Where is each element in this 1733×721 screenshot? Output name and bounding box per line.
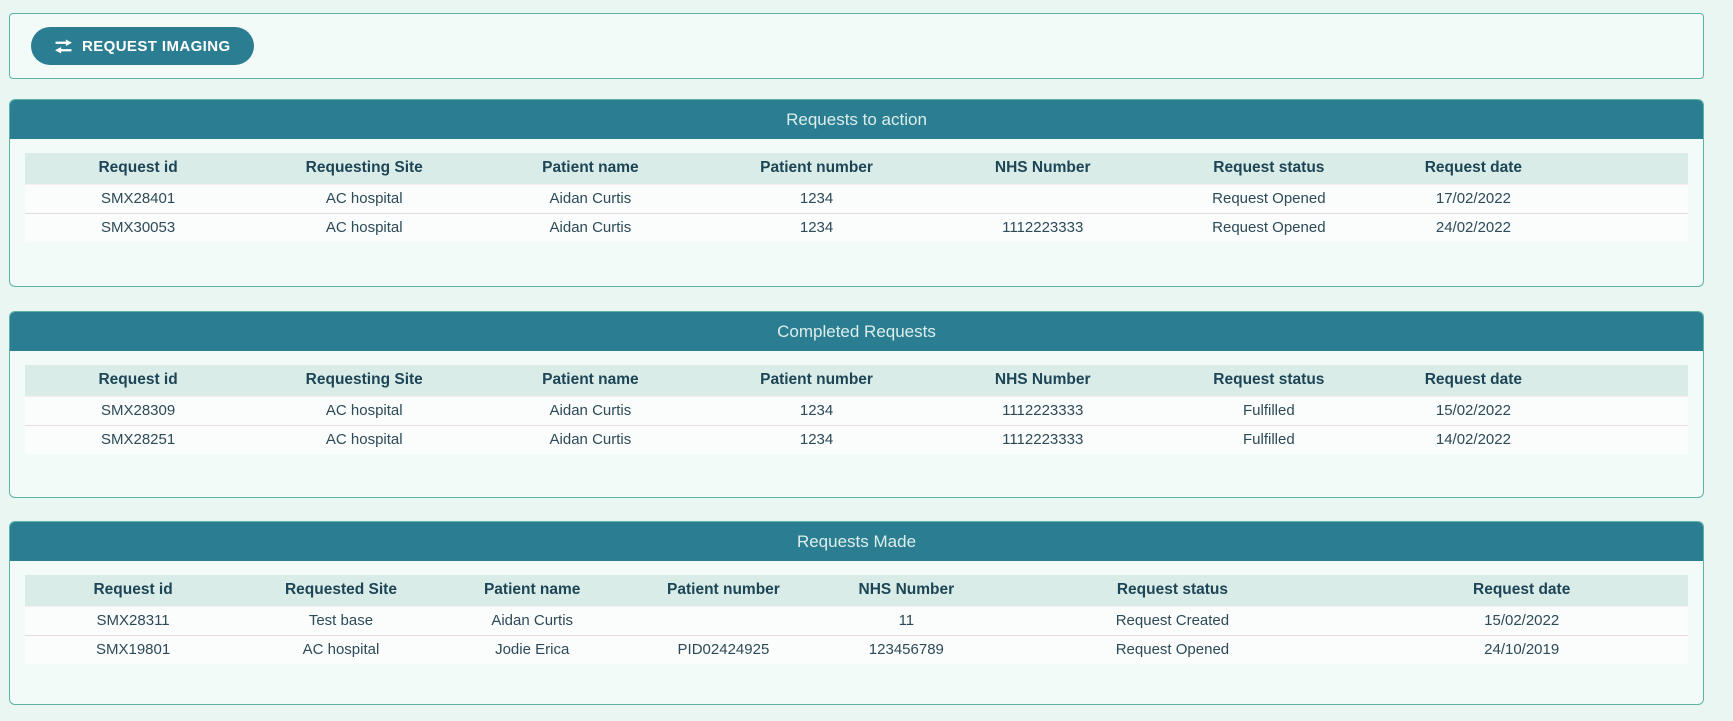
table-row[interactable] — [25, 425, 1688, 454]
table-row[interactable] — [25, 606, 1688, 635]
col-header-patient-number: Patient number — [624, 575, 824, 606]
cell-patient-number: 1234 — [703, 184, 929, 213]
cell-request-id: SMX28311 — [25, 606, 241, 635]
col-header-patient-number: Patient number — [703, 153, 929, 184]
cell-requesting-site: AC hospital — [251, 184, 477, 213]
col-header-request-id: Request id — [25, 153, 251, 184]
cell-request-status: Request Created — [990, 606, 1356, 635]
requests-to-action-body — [10, 139, 1703, 286]
table-row[interactable] — [25, 184, 1688, 213]
table-header-row — [25, 365, 1688, 396]
cell-patient-name: Aidan Curtis — [477, 184, 703, 213]
cell-requesting-site: AC hospital — [251, 425, 477, 454]
col-header-patient-name: Patient name — [477, 365, 703, 396]
cell-requested-site: AC hospital — [241, 635, 441, 664]
col-header-spacer — [1565, 153, 1688, 184]
cell-request-status: Request Opened — [990, 635, 1356, 664]
cell-patient-name: Aidan Curtis — [477, 213, 703, 242]
completed-requests-table — [25, 365, 1688, 454]
top-action-bar — [9, 13, 1704, 79]
cell-patient-number: PID02424925 — [624, 635, 824, 664]
col-header-nhs-number: NHS Number — [823, 575, 989, 606]
cell-nhs-number: 123456789 — [823, 635, 989, 664]
col-header-request-date: Request date — [1355, 575, 1688, 606]
request-imaging-button[interactable] — [31, 27, 254, 65]
request-imaging-button-label: REQUEST IMAGING — [82, 37, 231, 55]
cell-nhs-number: 1112223333 — [930, 213, 1156, 242]
cell-nhs-number — [930, 184, 1156, 213]
col-header-request-status: Request status — [1156, 365, 1382, 396]
col-header-request-status: Request status — [1156, 153, 1382, 184]
cell-spacer — [1565, 213, 1688, 242]
col-header-patient-name: Patient name — [477, 153, 703, 184]
cell-request-status: Request Opened — [1156, 213, 1382, 242]
completed-requests-panel — [9, 311, 1704, 498]
col-header-requesting-site: Requesting Site — [251, 153, 477, 184]
col-header-request-date: Request date — [1382, 153, 1565, 184]
cell-request-status: Request Opened — [1156, 184, 1382, 213]
col-header-request-status: Request status — [990, 575, 1356, 606]
table-header-row — [25, 153, 1688, 184]
col-header-requested-site: Requested Site — [241, 575, 441, 606]
cell-request-date: 14/02/2022 — [1382, 425, 1565, 454]
col-header-patient-name: Patient name — [441, 575, 624, 606]
cell-request-date: 24/10/2019 — [1355, 635, 1688, 664]
cell-patient-number — [624, 606, 824, 635]
cell-request-date: 15/02/2022 — [1355, 606, 1688, 635]
cell-requesting-site: AC hospital — [251, 396, 477, 425]
cell-requesting-site: AC hospital — [251, 213, 477, 242]
cell-request-date: 17/02/2022 — [1382, 184, 1565, 213]
cell-request-id: SMX28309 — [25, 396, 251, 425]
cell-request-date: 24/02/2022 — [1382, 213, 1565, 242]
cell-spacer — [1565, 425, 1688, 454]
requests-made-panel — [9, 521, 1704, 705]
cell-nhs-number: 1112223333 — [930, 396, 1156, 425]
col-header-request-id: Request id — [25, 365, 251, 396]
cell-requested-site: Test base — [241, 606, 441, 635]
cell-nhs-number: 11 — [823, 606, 989, 635]
cell-request-id: SMX28401 — [25, 184, 251, 213]
cell-request-id: SMX19801 — [25, 635, 241, 664]
completed-requests-body — [10, 351, 1703, 497]
table-row[interactable] — [25, 396, 1688, 425]
cell-request-status: Fulfilled — [1156, 425, 1382, 454]
requests-made-table — [25, 575, 1688, 664]
cell-request-date: 15/02/2022 — [1382, 396, 1565, 425]
cell-patient-number: 1234 — [703, 425, 929, 454]
requests-made-title: Requests Made — [10, 522, 1703, 561]
table-row[interactable] — [25, 213, 1688, 242]
cell-request-id: SMX28251 — [25, 425, 251, 454]
cell-spacer — [1565, 184, 1688, 213]
col-header-request-date: Request date — [1382, 365, 1565, 396]
col-header-nhs-number: NHS Number — [930, 365, 1156, 396]
cell-request-status: Fulfilled — [1156, 396, 1382, 425]
cell-spacer — [1565, 396, 1688, 425]
cell-patient-name: Aidan Curtis — [441, 606, 624, 635]
col-header-spacer — [1565, 365, 1688, 396]
requests-to-action-table — [25, 153, 1688, 242]
requests-to-action-panel — [9, 99, 1704, 287]
cell-patient-name: Aidan Curtis — [477, 396, 703, 425]
cell-patient-name: Aidan Curtis — [477, 425, 703, 454]
cell-patient-number: 1234 — [703, 213, 929, 242]
completed-requests-title: Completed Requests — [10, 312, 1703, 351]
col-header-request-id: Request id — [25, 575, 241, 606]
requests-to-action-title: Requests to action — [10, 100, 1703, 139]
col-header-requesting-site: Requesting Site — [251, 365, 477, 396]
table-header-row — [25, 575, 1688, 606]
cell-patient-name: Jodie Erica — [441, 635, 624, 664]
swap-arrows-icon — [54, 39, 73, 54]
col-header-nhs-number: NHS Number — [930, 153, 1156, 184]
requests-made-body — [10, 561, 1703, 704]
table-row[interactable] — [25, 635, 1688, 664]
cell-patient-number: 1234 — [703, 396, 929, 425]
col-header-patient-number: Patient number — [703, 365, 929, 396]
cell-request-id: SMX30053 — [25, 213, 251, 242]
cell-nhs-number: 1112223333 — [930, 425, 1156, 454]
